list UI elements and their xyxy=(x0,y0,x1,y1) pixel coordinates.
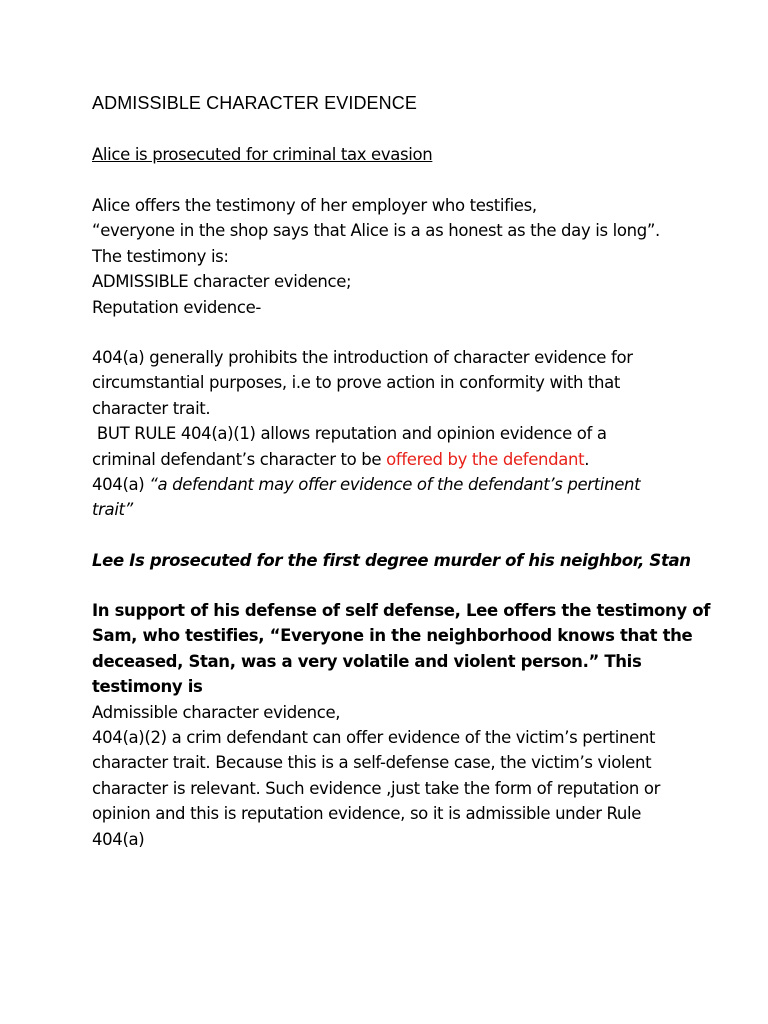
case2-answer-line: character is relevant. Such evidence ,just take the form of reputation or xyxy=(92,778,661,798)
case1-rule-line: 404(a) generally prohibits the introduction of character evidence for xyxy=(92,348,633,367)
quote-text-1: “a defendant may offer evidence of the defendant’s pertinent xyxy=(149,475,641,495)
case2-heading xyxy=(92,548,712,573)
case2-answer-line: Admissible character evidence, xyxy=(92,702,341,722)
case1-criminal-line xyxy=(92,447,712,472)
case1-rule xyxy=(92,345,712,523)
offered-by-defendant-highlight: offered by the defendant xyxy=(386,449,585,469)
case1-rule-line: BUT RULE 404(a)(1) allows reputation and opinion evidence of a xyxy=(92,424,607,444)
case1-intro-line: Reputation evidence- xyxy=(92,297,261,317)
case1-intro xyxy=(92,193,712,320)
case2-question-line: testimony is xyxy=(92,677,203,697)
case2-question-line: deceased, Stan, was a very volatile and violent person.” This xyxy=(92,651,642,671)
quote-text-2: trait” xyxy=(92,500,133,520)
case1-intro-line: ADMISSIBLE character evidence; xyxy=(92,272,352,292)
case2-answer-line: character trait. Because this is a self-defense case, the victim’s violent xyxy=(92,753,652,773)
criminal-line-prefix: criminal defendant’s character to be xyxy=(92,449,387,469)
case2-answer-line: 404(a) xyxy=(92,829,145,849)
case1-intro-line: Alice offers the testimony of her employer who testifies, xyxy=(92,196,537,215)
case1-intro-line: “everyone in the shop says that Alice is a as honest as the day is long”. xyxy=(92,221,660,241)
quote-prefix: 404(a) xyxy=(92,475,150,495)
criminal-line-suffix: . xyxy=(584,449,590,469)
case1-heading-text: Alice is prosecuted for criminal tax evasion xyxy=(92,145,433,164)
case2-answer-line: 404(a)(2) a crim defendant can offer evidence of the victim’s pertinent xyxy=(92,728,656,748)
case1-rule-line: character trait. xyxy=(92,398,211,418)
case1-quote-line xyxy=(92,472,712,497)
case2-heading-text: Lee Is prosecuted for the first degree murder of his neighbor, Stan xyxy=(92,551,691,570)
case2-answer-line: opinion and this is reputation evidence, so it is admissible under Rule xyxy=(92,804,642,824)
case2-question-line: Sam, who testifies, “Everyone in the neighborhood knows that the xyxy=(92,626,693,646)
case2-question xyxy=(92,598,712,852)
case1-rule-line: circumstantial purposes, i.e to prove action in conformity with that xyxy=(92,373,621,393)
case1-intro-line: The testimony is: xyxy=(92,246,229,266)
document-title: ADMISSIBLE CHARACTER EVIDENCE xyxy=(92,93,417,113)
case1-heading xyxy=(92,142,712,167)
case2-question-line: In support of his defense of self defense, Lee offers the testimony of xyxy=(92,601,711,620)
